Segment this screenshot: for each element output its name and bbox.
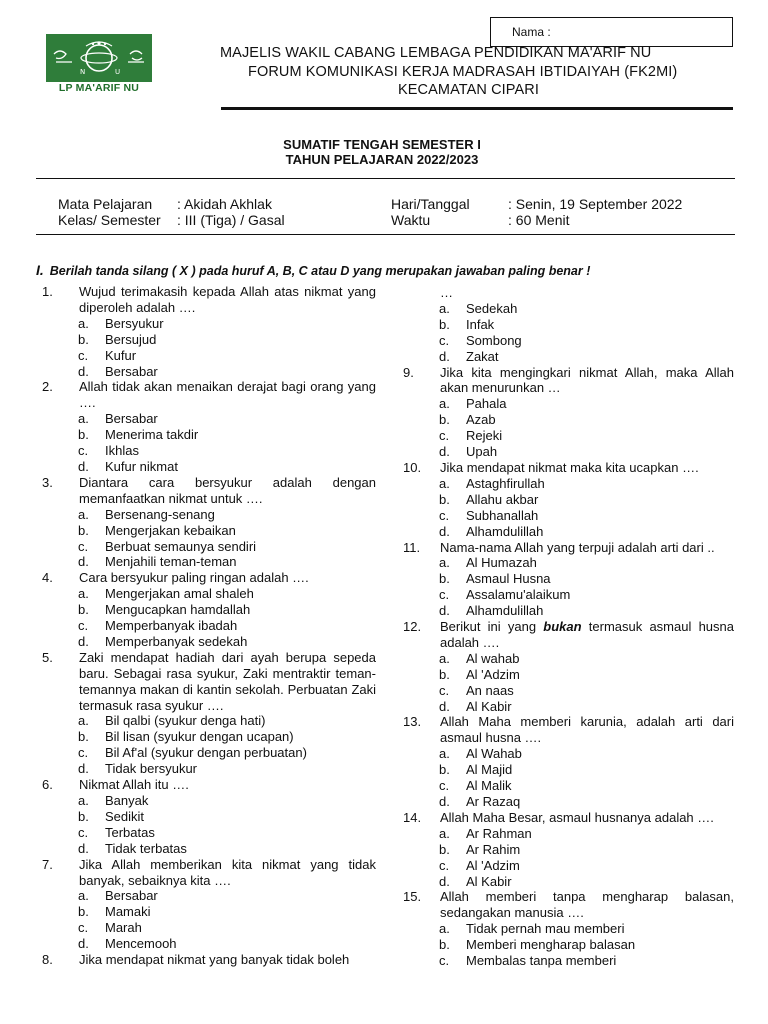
answer-option	[403, 555, 734, 571]
option-text: Al Majid	[466, 762, 513, 778]
question-emphasis: bukan	[543, 619, 582, 635]
answer-option	[403, 396, 734, 412]
answer-option	[42, 888, 376, 904]
option-text: Subhanallah	[466, 507, 539, 523]
instruction-text: Berilah tanda silang ( X ) pada huruf A, B, C atau D yang merupakan jawaban paling benar !	[49, 264, 591, 278]
option-letter: c.	[78, 618, 89, 634]
question-text: Nama-nama Allah yang terpuji adalah arti dari ..	[440, 539, 715, 555]
time-label: Waktu	[391, 212, 431, 228]
option-text: Bersabar	[105, 888, 158, 904]
question-number: 15.	[403, 889, 422, 905]
answer-option	[403, 476, 734, 492]
option-text: Sedikit	[105, 808, 145, 824]
question	[42, 379, 376, 411]
subject-value: : Akidah Akhlak	[177, 196, 272, 212]
question-number: 1.	[42, 284, 53, 299]
option-text: Sombong	[466, 332, 522, 348]
subject-label: Mata Pelajaran	[58, 196, 153, 212]
answer-option	[403, 842, 734, 858]
option-text: Mencemooh	[105, 936, 177, 952]
class-label: Kelas/ Semester	[58, 212, 161, 228]
answer-option	[42, 348, 376, 364]
option-letter: d.	[78, 761, 89, 777]
answer-option	[403, 794, 734, 810]
logo-emblem	[46, 34, 152, 82]
option-letter: d.	[439, 348, 450, 364]
option-letter: a.	[439, 921, 450, 937]
option-letter: c.	[439, 778, 450, 794]
option-text: Ar Razaq	[466, 794, 521, 809]
header-line-1: MAJELIS WAKIL CABANG LEMBAGA PENDIDIKAN MA'ARIF NU	[220, 45, 652, 61]
option-letter: a.	[78, 586, 89, 602]
question-number: 8.	[42, 952, 53, 968]
option-letter: b.	[439, 571, 450, 587]
question	[403, 619, 734, 651]
option-letter: b.	[78, 522, 89, 538]
option-letter: b.	[439, 316, 450, 332]
instruction	[36, 262, 590, 278]
option-text: Al Kabir	[466, 698, 512, 714]
question-text: Jika mendapat nikmat yang banyak tidak boleh	[79, 952, 350, 968]
question-text: Jika kita mengingkari nikmat Allah, maka Allah akan menurunkan …	[440, 364, 734, 396]
date-value: : Senin, 19 September 2022	[508, 196, 683, 212]
option-letter: a.	[439, 746, 450, 762]
option-text: Al Kabir	[466, 873, 512, 889]
answer-option	[403, 937, 734, 953]
option-letter: b.	[78, 427, 89, 443]
answer-option	[403, 587, 734, 603]
answer-option	[42, 936, 376, 952]
option-text: Marah	[105, 920, 142, 936]
option-text: Mengucapkan hamdallah	[105, 602, 251, 618]
exam-title: SUMATIF TENGAH SEMESTER I	[283, 137, 481, 152]
option-letter: d.	[78, 458, 89, 474]
option-text: Memperbanyak ibadah	[105, 618, 238, 634]
answer-option	[403, 301, 734, 317]
answer-option	[42, 825, 376, 841]
option-letter: c.	[439, 953, 450, 969]
question	[42, 777, 376, 793]
answer-option	[42, 713, 376, 729]
option-text: Tidak bersyukur	[105, 761, 197, 777]
answer-option	[403, 333, 734, 349]
name-label: Nama :	[512, 25, 551, 39]
answer-option	[403, 603, 734, 619]
option-letter: b.	[78, 808, 89, 824]
option-letter: a.	[78, 315, 89, 331]
option-text: Membalas tanpa memberi	[466, 953, 617, 969]
option-text: Ikhlas	[105, 443, 139, 459]
option-text: Bersabar	[105, 411, 158, 427]
option-letter: b.	[439, 762, 450, 778]
answer-option	[42, 427, 376, 443]
answer-option	[42, 729, 376, 745]
question-number: 5.	[42, 649, 53, 665]
option-text: Menerima takdir	[105, 427, 199, 443]
option-text: Bil lisan (syukur dengan ucapan)	[105, 729, 294, 745]
option-text: Memberi mengharap balasan	[466, 937, 636, 953]
option-letter: b.	[439, 666, 450, 682]
info-top-divider	[36, 178, 735, 179]
question-text: Nikmat Allah itu ….	[79, 777, 189, 793]
answer-option	[42, 745, 376, 761]
answer-option	[403, 762, 734, 778]
option-letter: c.	[439, 332, 450, 348]
question-number: 11.	[403, 539, 421, 555]
answer-option	[403, 683, 734, 699]
svg-text:U: U	[115, 68, 121, 76]
question-text: Jika Allah memberikan kita nikmat yang tidak banyak, sebaiknya kita ….	[79, 856, 376, 888]
question	[42, 857, 376, 889]
answer-option	[42, 316, 376, 332]
answer-option	[403, 508, 734, 524]
question	[403, 365, 734, 397]
question-number: 10.	[403, 459, 422, 475]
answer-option	[403, 874, 734, 890]
option-text: Bersenang-senang	[105, 506, 215, 522]
option-letter: c.	[78, 824, 89, 840]
answer-option	[42, 904, 376, 920]
option-letter: a.	[439, 300, 450, 316]
option-text: Kufur nikmat	[105, 458, 178, 474]
question-text: Cara bersyukur paling ringan adalah ….	[79, 570, 309, 586]
option-text: Berbuat semaunya sendiri	[105, 538, 257, 554]
option-text: Bersujud	[105, 331, 157, 347]
answer-option	[403, 428, 734, 444]
option-letter: b.	[439, 841, 450, 857]
answer-option	[42, 841, 376, 857]
question-text: Diantara cara bersyukur adalah dengan memanfaatkan nikmat untuk ….	[79, 474, 376, 506]
option-text: Bersyukur	[105, 315, 164, 331]
question-number: 7.	[42, 856, 53, 872]
question-number: 14.	[403, 809, 422, 825]
option-letter: a.	[78, 888, 89, 904]
svg-text:N: N	[80, 68, 86, 76]
option-text: An naas	[466, 682, 514, 698]
time-value: : 60 Menit	[508, 212, 570, 228]
option-text: Alhamdulillah	[466, 523, 544, 539]
option-text: Sedekah	[466, 300, 518, 316]
option-text: Bil Af'al (syukur dengan perbuatan)	[105, 745, 307, 761]
option-letter: c.	[78, 745, 89, 761]
option-letter: a.	[439, 650, 450, 666]
option-text: Menjahili teman-teman	[105, 554, 237, 570]
questions-right-column	[403, 285, 734, 969]
option-text: Terbatas	[105, 824, 155, 840]
answer-option	[42, 634, 376, 650]
option-letter: d.	[439, 603, 450, 619]
questions-left-column	[42, 284, 376, 968]
option-letter: d.	[439, 794, 450, 809]
option-letter: b.	[78, 729, 89, 745]
answer-option	[403, 412, 734, 428]
header-divider	[221, 107, 733, 110]
question-number: 13.	[403, 714, 422, 730]
class-value: : III (Tiga) / Gasal	[177, 212, 285, 228]
answer-option	[403, 953, 734, 969]
answer-option	[42, 459, 376, 475]
question-text: Allah Maha memberi karunia, adalah arti dari asmaul husna ….	[440, 714, 734, 746]
question	[42, 284, 376, 316]
question	[403, 889, 734, 921]
option-letter: a.	[78, 411, 89, 427]
option-text: Mengerjakan kebaikan	[105, 522, 236, 538]
option-text: Assalamu'alaikum	[466, 587, 571, 603]
option-letter: d.	[78, 363, 89, 379]
info-bottom-divider	[36, 234, 735, 235]
option-letter: b.	[439, 491, 450, 507]
answer-option	[403, 651, 734, 667]
question-number: 6.	[42, 777, 53, 793]
lp-maarif-nu-logo	[46, 34, 152, 96]
answer-option	[403, 349, 734, 365]
question	[403, 810, 734, 826]
question-text: Allah tidak akan menaikan derajat bagi orang yang ….	[79, 379, 376, 411]
header-line-3: KECAMATAN CIPARI	[398, 82, 539, 98]
option-letter: c.	[78, 920, 89, 936]
answer-option	[42, 523, 376, 539]
answer-option	[42, 793, 376, 809]
option-letter: d.	[78, 840, 89, 856]
question-text: Jika mendapat nikmat maka kita ucapkan ….	[440, 459, 699, 475]
answer-option	[42, 920, 376, 936]
name-field-box	[490, 17, 733, 47]
question-text: Allah Maha Besar, asmaul husnanya adalah ….	[440, 809, 714, 825]
option-text: Zakat	[466, 348, 499, 364]
answer-option	[403, 444, 734, 460]
option-letter: a.	[439, 396, 450, 412]
question-number: 4.	[42, 570, 53, 586]
question	[42, 650, 376, 714]
option-letter: d.	[439, 523, 450, 539]
answer-option	[42, 602, 376, 618]
question-number: 2.	[42, 379, 53, 395]
option-letter: c.	[439, 857, 450, 873]
answer-option	[42, 809, 376, 825]
option-text: Bersabar	[105, 363, 158, 379]
section-number: I.	[36, 262, 44, 278]
option-letter: d.	[439, 444, 450, 460]
option-text: Azab	[466, 412, 496, 428]
question-number: 9.	[403, 364, 414, 380]
option-letter: d.	[78, 633, 89, 649]
option-text: Al 'Adzim	[466, 666, 520, 682]
question-text: Zaki mendapat hadiah dari ayah berupa sepeda baru. Sebagai rasa syukur, Zaki mentraktir teman-temannya makan di kantin sekolah. Perbuatan Zaki termasuk rasa syukur ….	[79, 649, 376, 713]
option-letter: a.	[439, 475, 450, 491]
answer-option	[403, 826, 734, 842]
option-letter: b.	[78, 331, 89, 347]
answer-option	[403, 699, 734, 715]
option-text: Rejeki	[466, 428, 503, 444]
option-letter: c.	[439, 507, 450, 523]
option-text: Al wahab	[466, 650, 520, 666]
option-letter: d.	[439, 698, 450, 714]
option-letter: c.	[78, 538, 89, 554]
answer-option	[403, 858, 734, 874]
option-letter: d.	[78, 554, 89, 570]
exam-year: TAHUN PELAJARAN 2022/2023	[285, 152, 479, 167]
option-text: Mengerjakan amal shaleh	[105, 586, 254, 602]
option-text: Banyak	[105, 793, 149, 808]
option-letter: a.	[78, 793, 89, 808]
option-text: Infak	[466, 316, 495, 332]
option-text: Tidak terbatas	[105, 840, 187, 856]
answer-option	[42, 332, 376, 348]
option-letter: b.	[439, 937, 450, 953]
answer-option	[42, 761, 376, 777]
option-text: Bil qalbi (syukur denga hati)	[105, 713, 266, 729]
answer-option	[42, 507, 376, 523]
option-text: Al 'Adzim	[466, 857, 520, 873]
option-letter: d.	[439, 873, 450, 889]
option-letter: c.	[439, 428, 450, 444]
answer-option	[42, 618, 376, 634]
option-text: Al Malik	[466, 778, 512, 794]
question	[42, 952, 376, 968]
option-letter: a.	[439, 555, 450, 571]
option-text: Alhamdulillah	[466, 603, 544, 619]
answer-option	[403, 778, 734, 794]
option-text: Ar Rahim	[466, 841, 521, 857]
option-text: Memperbanyak sedekah	[105, 633, 248, 649]
answer-option	[403, 317, 734, 333]
option-text: Al Wahab	[466, 746, 522, 762]
question	[403, 714, 734, 746]
question-text: termasuk asmaul husna adalah ….	[440, 619, 734, 650]
answer-option	[403, 524, 734, 540]
option-letter: a.	[78, 506, 89, 522]
option-text: Mamaki	[105, 904, 151, 920]
question-text: Wujud terimakasih kepada Allah atas nikmat yang diperoleh adalah ….	[79, 284, 376, 315]
answer-option	[403, 492, 734, 508]
question-text: Allah memberi tanpa mengharap balasan, sedangakan manusia ….	[440, 889, 734, 921]
header-line-2: FORUM KOMUNIKASI KERJA MADRASAH IBTIDAIYAH (FK2MI)	[248, 64, 678, 80]
option-letter: c.	[78, 443, 89, 459]
option-text: Astaghfirullah	[466, 475, 545, 491]
option-letter: d.	[78, 936, 89, 952]
question	[42, 570, 376, 586]
option-letter: a.	[78, 713, 89, 729]
question-text: Berikut ini yang	[440, 619, 544, 635]
option-text: Ar Rahman	[466, 825, 532, 841]
logo-text: LP MA'ARIF NU	[58, 82, 140, 94]
answer-option	[403, 921, 734, 937]
option-letter: b.	[439, 412, 450, 428]
option-letter: c.	[439, 587, 450, 603]
answer-option	[42, 443, 376, 459]
question	[403, 540, 734, 556]
question-number: 3.	[42, 474, 53, 490]
option-letter: c.	[78, 347, 89, 363]
option-letter: c.	[439, 682, 450, 698]
option-letter: a.	[439, 825, 450, 841]
date-label: Hari/Tanggal	[391, 196, 470, 212]
question-8-continuation: …	[440, 285, 453, 300]
option-text: Tidak pernah mau memberi	[466, 921, 625, 937]
answer-option	[42, 554, 376, 570]
option-text: Pahala	[466, 396, 507, 412]
answer-option	[403, 667, 734, 683]
option-text: Kufur	[105, 347, 137, 363]
option-text: Al Humazah	[466, 555, 537, 571]
question	[403, 460, 734, 476]
answer-option	[403, 571, 734, 587]
option-text: Upah	[466, 444, 498, 460]
answer-option	[42, 364, 376, 380]
option-text: Allahu akbar	[466, 491, 539, 507]
option-letter: b.	[78, 904, 89, 920]
option-text: Asmaul Husna	[466, 571, 551, 587]
answer-option	[42, 539, 376, 555]
answer-option	[42, 586, 376, 602]
option-letter: b.	[78, 602, 89, 618]
answer-option	[42, 411, 376, 427]
question-number: 12.	[403, 619, 422, 635]
answer-option	[403, 746, 734, 762]
question	[42, 475, 376, 507]
